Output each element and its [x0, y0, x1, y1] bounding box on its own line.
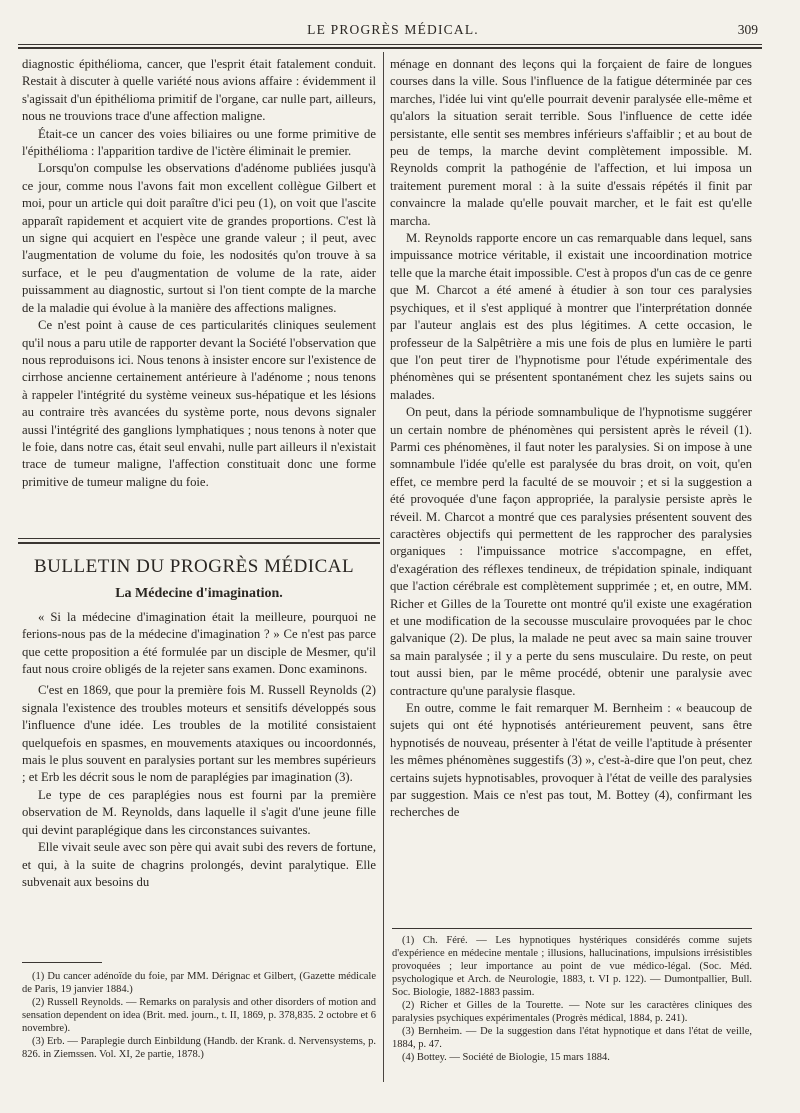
article-paragraph: ménage en donnant des leçons qui la forçaient de faire de longues courses dans la ville. Sous l'influence de la fatigue déterminée par ces marches, l'idée lui vint qu'elle pourrait devenir paralysée elle-même et qu'alors la situation serait terrible. Sous l'influence de cette idée persistante, elle sentit ses membres inférieurs s'affaiblir ; et au bout de peu de temps, la marche devint complètement impossible. M. Reynolds comprit la pathogénie de l'affection, et lui imposa un traitement purement moral : à la suite d'essais répétés il finit par convaincre la malade qu'elle pouvait marcher, et le fait est qu'elle marcha. [390, 57, 752, 228]
article-paragraph: En outre, comme le fait remarquer M. Bernheim : « beaucoup de sujets qui ont été hypnotisés antérieurement peuvent, sans être hypnotisés de nouveau, présenter à l'état de veille l'aptitude à présenter les mêmes phénomènes suggestifs (3) », c'est-à-dire que l'on peut, chez certains sujets hypnotisables, provoquer à l'état de veille des paralysies par suggestion. Mais ce n'est pas tout, M. Bottey (4), confirmant les recherches de [390, 701, 752, 820]
header-rule-thin [18, 44, 762, 45]
footnote: (3) Bernheim. — De la suggestion dans l'état hypnotique et dans l'état de veille, 1884, p. 47. [392, 1026, 752, 1050]
running-title: LE PROGRÈS MÉDICAL. [307, 22, 479, 37]
footnote: (3) Erb. — Paraplegie durch Einbildung (Handb. der Krank. d. Nervensystems, p. 826. in Ziemssen. Vol. XI, 2e partie, 1878.) [22, 1036, 376, 1060]
footnote-rule [22, 962, 102, 963]
left-column-article [22, 56, 376, 491]
footnote: (4) Bottey. — Société de Biologie, 15 mars 1884. [402, 1052, 610, 1063]
bulletin-paragraph: « Si la médecine d'imagination était la meilleure, pourquoi ne ferions-nous pas de la médecine d'imagination ? » Ce n'est pas parce que cette proposition a été formulée par un disciple de Mesmer, qu'il faut nous croire obligés de la rejeter sans examen. Donc examinons. [22, 609, 376, 677]
column-divider [383, 52, 384, 1082]
article-paragraph: Était-ce un cancer des voies biliaires ou une forme primitive de l'épithélioma : l'apparition tardive de l'ictère éliminait le premier. [22, 126, 376, 159]
article-paragraph: On peut, dans la période somnambulique de l'hypnotisme suggérer un certain nombre de phénomènes qui persistent après le réveil (1). Parmi ces phénomènes, il faut noter les paralysies. Si on impose à une somnambule l'idée qu'elle est paralysée du bras droit, on voit, qu'en effet, ce membre perd la faculté de se mouvoir ; et si la suggestion a été provoquée d'une façon appropriée, la paralysie persiste après le réveil. M. Charcot a montré que ces paralysies présentent souvent des caractères objectifs qui permettent de les rapprocher des paralysies organiques : l'impuissance motrice s'accompagne, en effet, d'exagération des réflexes tendineux, de trépidation spinale, indiquant que l'action cérébrale est complètement supprimée ; et, en outre, MM. Richer et Gilles de la Tourette ont montré qu'il existe une exagération et une modification de la secousse musculaire provoquées par le choc galvanique (2). De plus, la malade ne peut avec sa main saine trouver sa main paralysée ; il y a perte du sens musculaire. Du reste, on peut tout aussi bien, par le même procédé, obtenir une paralysie avec contracture qu'une paralysie flasque. [390, 405, 752, 698]
article-paragraph: M. Reynolds rapporte encore un cas remarquable dans lequel, sans impuissance motrice véritable, il existait une incoordination motrice telle que la marche était impossible. C'est à propos d'un cas de ce genre que M. Charcot a été amené à étudier à son tour ces paralysies psychiques, et il s'est appliqué à montrer que l'interprétation donnée par l'auteur anglais est des plus légitimes. A cette occasion, le professeur de la Salpêtrière a mis une fois de plus en lumière le parti que l'on peut tirer de l'hypnotisme pour l'étude expérimentale des phénomènes qui se présentent spontanément chez les sujets sains ou malades. [390, 231, 752, 402]
page-number: 309 [737, 22, 758, 37]
article-paragraph: diagnostic épithélioma, cancer, que l'esprit était fatalement conduit. Restait à discuter à quelle variété nous avions affaire : évidemment il s'agissait d'un épithélioma primitif de l'organe, car nulle part, ailleurs, nous ne trouvions trace d'une affection maligne. [22, 57, 376, 124]
bulletin-paragraph: Le type de ces paraplégies nous est fourni par la première observation de M. Reynolds, dans laquelle il s'agit d'une jeune fille qui devint paraplégique dans les circonstances suivantes. [22, 787, 376, 837]
footnote: (2) Russell Reynolds. — Remarks on paralysis and other disorders of motion and sensation dependent on idea (Brit. med. journ., t. II, 1869, p. 378,835. 2 octobre et 6 novembre). [22, 997, 376, 1034]
footnote: (2) Richer et Gilles de la Tourette. — Note sur les caractères cliniques des paralysies psychiques expérimentales (Progrès médical, 1884, p. 241). [392, 1000, 752, 1024]
left-footnotes [22, 970, 376, 1061]
header-rule-thick [18, 47, 762, 49]
section-rule-thin [18, 538, 380, 539]
right-footnotes [392, 934, 752, 1064]
bulletin-paragraph: C'est en 1869, que pour la première fois M. Russell Reynolds (2) signala l'existence des troubles moteurs et sensitifs développés sous l'influence d'une idée. Les troubles de la motilité consistaient quelquefois en spasmes, en mouvements ataxiques ou incoordonnés, mais le plus souvent en paralysies portant sur les membres supérieurs ; et Erb les décrit sous le nom de paraplégies par imagination (3). [22, 683, 376, 785]
bulletin-subtitle: La Médecine d'imagination. [115, 586, 283, 602]
footnote-rule [392, 928, 752, 929]
right-column-article [390, 56, 752, 822]
bulletin-title: BULLETIN DU PROGRÈS MÉDICAL [34, 556, 355, 577]
bulletin-section [22, 558, 376, 891]
article-paragraph: Ce n'est point à cause de ces particularités cliniques seulement qu'il nous a paru utile de rapporter devant la Société l'observation que nous reproduisons ici. Nous tenons à insister encore sur l'existence de cirrhose ancienne certainement antérieure à l'adénome ; nous tenons à rappeler l'intégrité du système veineux sus-hépatique et les lésions au contraire très avancées du système porte, nous devons signaler aussi l'intégrité des ganglions lymphatiques ; nous tenons à noter que le foie, dans notre cas, était seul envahi, nulle part ailleurs il n'existait trace de tumeur maligne, l'affection constituait donc une forme primitive de tumeur maligne du foie. [22, 318, 376, 489]
footnote: (1) Du cancer adénoïde du foie, par MM. Dérignac et Gilbert, (Gazette médicale de Paris, 19 janvier 1884.) [22, 971, 376, 995]
footnote: (1) Ch. Féré. — Les hypnotiques hystériques considérés comme sujets d'expérience en médecine mentale ; illusions, hallucinations, impulsions irrésistibles provoquées ; leur importance au point de vue médico-légal. (Soc. Méd. psychologique et Arch. de Neurologie, 1883, t. VI p. 122). — Dumontpallier, Bull. Soc. Biologie, 1882-1883 passim. [392, 935, 752, 998]
section-rule-thick [18, 542, 380, 544]
page-header [28, 22, 758, 40]
article-paragraph: Lorsqu'on compulse les observations d'adénome publiées jusqu'à ce jour, comme nous l'avons fait mon excellent collègue Gilbert et moi, pour un article qui doit paraître d'ici peu (1), on voit que l'ascite apparaît rapidement et acquiert vite de grandes proportions. C'est là un signe qui acquiert en l'espèce une grande valeur ; il peut, avec l'augmentation de volume du foie, les nodosités qu'on trouve à sa surface, et le peu d'augmentation de volume de la rate, aider puissamment au diagnostic, surtout si l'on tient compte de la marche de la maladie qui évolue à la manière des affections malignes. [22, 161, 376, 315]
bulletin-paragraph: Elle vivait seule avec son père qui avait subi des revers de fortune, et qui, à la suite de chagrins prolongés, devint paralytique. Elle subvenait aux besoins du [22, 840, 376, 889]
